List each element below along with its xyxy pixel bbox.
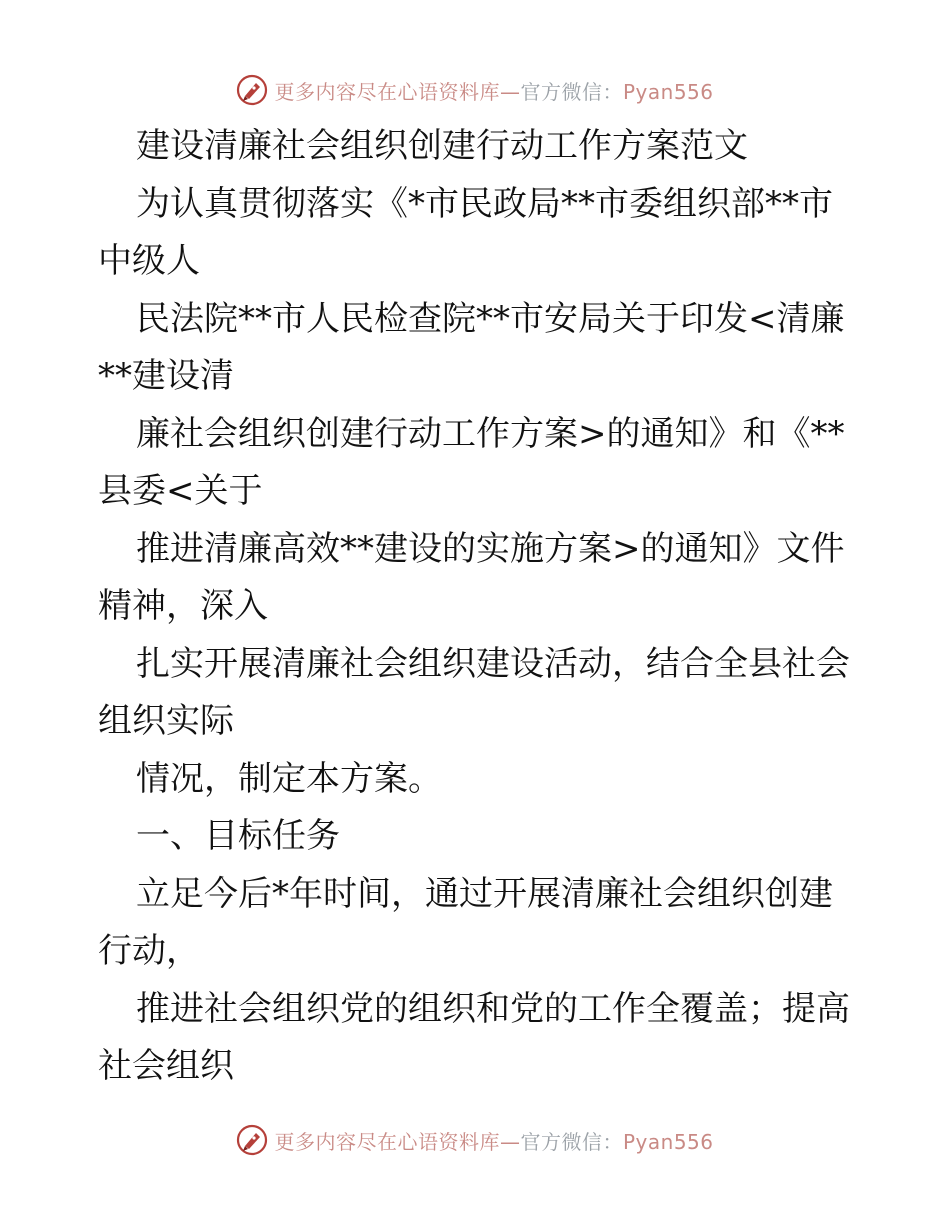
document-title: 建设清廉社会组织创建行动工作方案范文 xyxy=(136,126,748,166)
watermark-text xyxy=(274,76,713,105)
paragraph-line: 推进清廉高效**建设的实施方案>的通知》文件 xyxy=(136,528,845,569)
header-watermark xyxy=(0,70,950,110)
paragraph-line: 民法院**市人民检查院**市安局关于印发<清廉 xyxy=(136,298,845,339)
paragraph-line: **建设清 xyxy=(98,356,234,396)
pen-nib-logo-icon xyxy=(236,1124,268,1156)
paragraph-line: 扎实开展清廉社会组织建设活动，结合全县社会 xyxy=(136,643,850,684)
paragraph-line: 中级人 xyxy=(98,241,200,281)
watermark-dash: — xyxy=(499,1129,521,1154)
pen-nib-logo-icon xyxy=(236,74,268,106)
paragraph-line: 组织实际 xyxy=(98,701,234,741)
watermark-site-text: 更多内容尽在心语资料库 xyxy=(274,1129,500,1154)
watermark-wechat-id: Pyan556 xyxy=(622,79,714,104)
paragraph-line: 推进社会组织党的组织和党的工作全覆盖；提高 xyxy=(136,988,850,1029)
watermark-text xyxy=(274,1126,713,1155)
paragraph-line: 县委<关于 xyxy=(98,471,263,511)
paragraph-line: 精神，深入 xyxy=(98,586,268,626)
watermark-wechat-id: Pyan556 xyxy=(622,1129,714,1154)
watermark-official-label: 官方微信： xyxy=(520,1129,623,1154)
document-body xyxy=(98,118,858,1096)
footer-watermark xyxy=(0,1120,950,1160)
paragraph-line: 立足今后*年时间，通过开展清廉社会组织创建 xyxy=(136,873,833,914)
paragraph-line: 为认真贯彻落实《*市民政局**市委组织部**市 xyxy=(136,183,833,224)
watermark-official-label: 官方微信： xyxy=(520,79,623,104)
paragraph-line: 社会组织 xyxy=(98,1046,234,1086)
watermark-dash: — xyxy=(499,79,521,104)
section-heading: 一、目标任务 xyxy=(136,816,340,856)
paragraph-line: 廉社会组织创建行动工作方案>的通知》和《** xyxy=(136,413,845,454)
watermark-site-text: 更多内容尽在心语资料库 xyxy=(274,79,500,104)
paragraph-line: 情况，制定本方案。 xyxy=(136,758,442,799)
paragraph-line: 行动， xyxy=(98,931,200,971)
